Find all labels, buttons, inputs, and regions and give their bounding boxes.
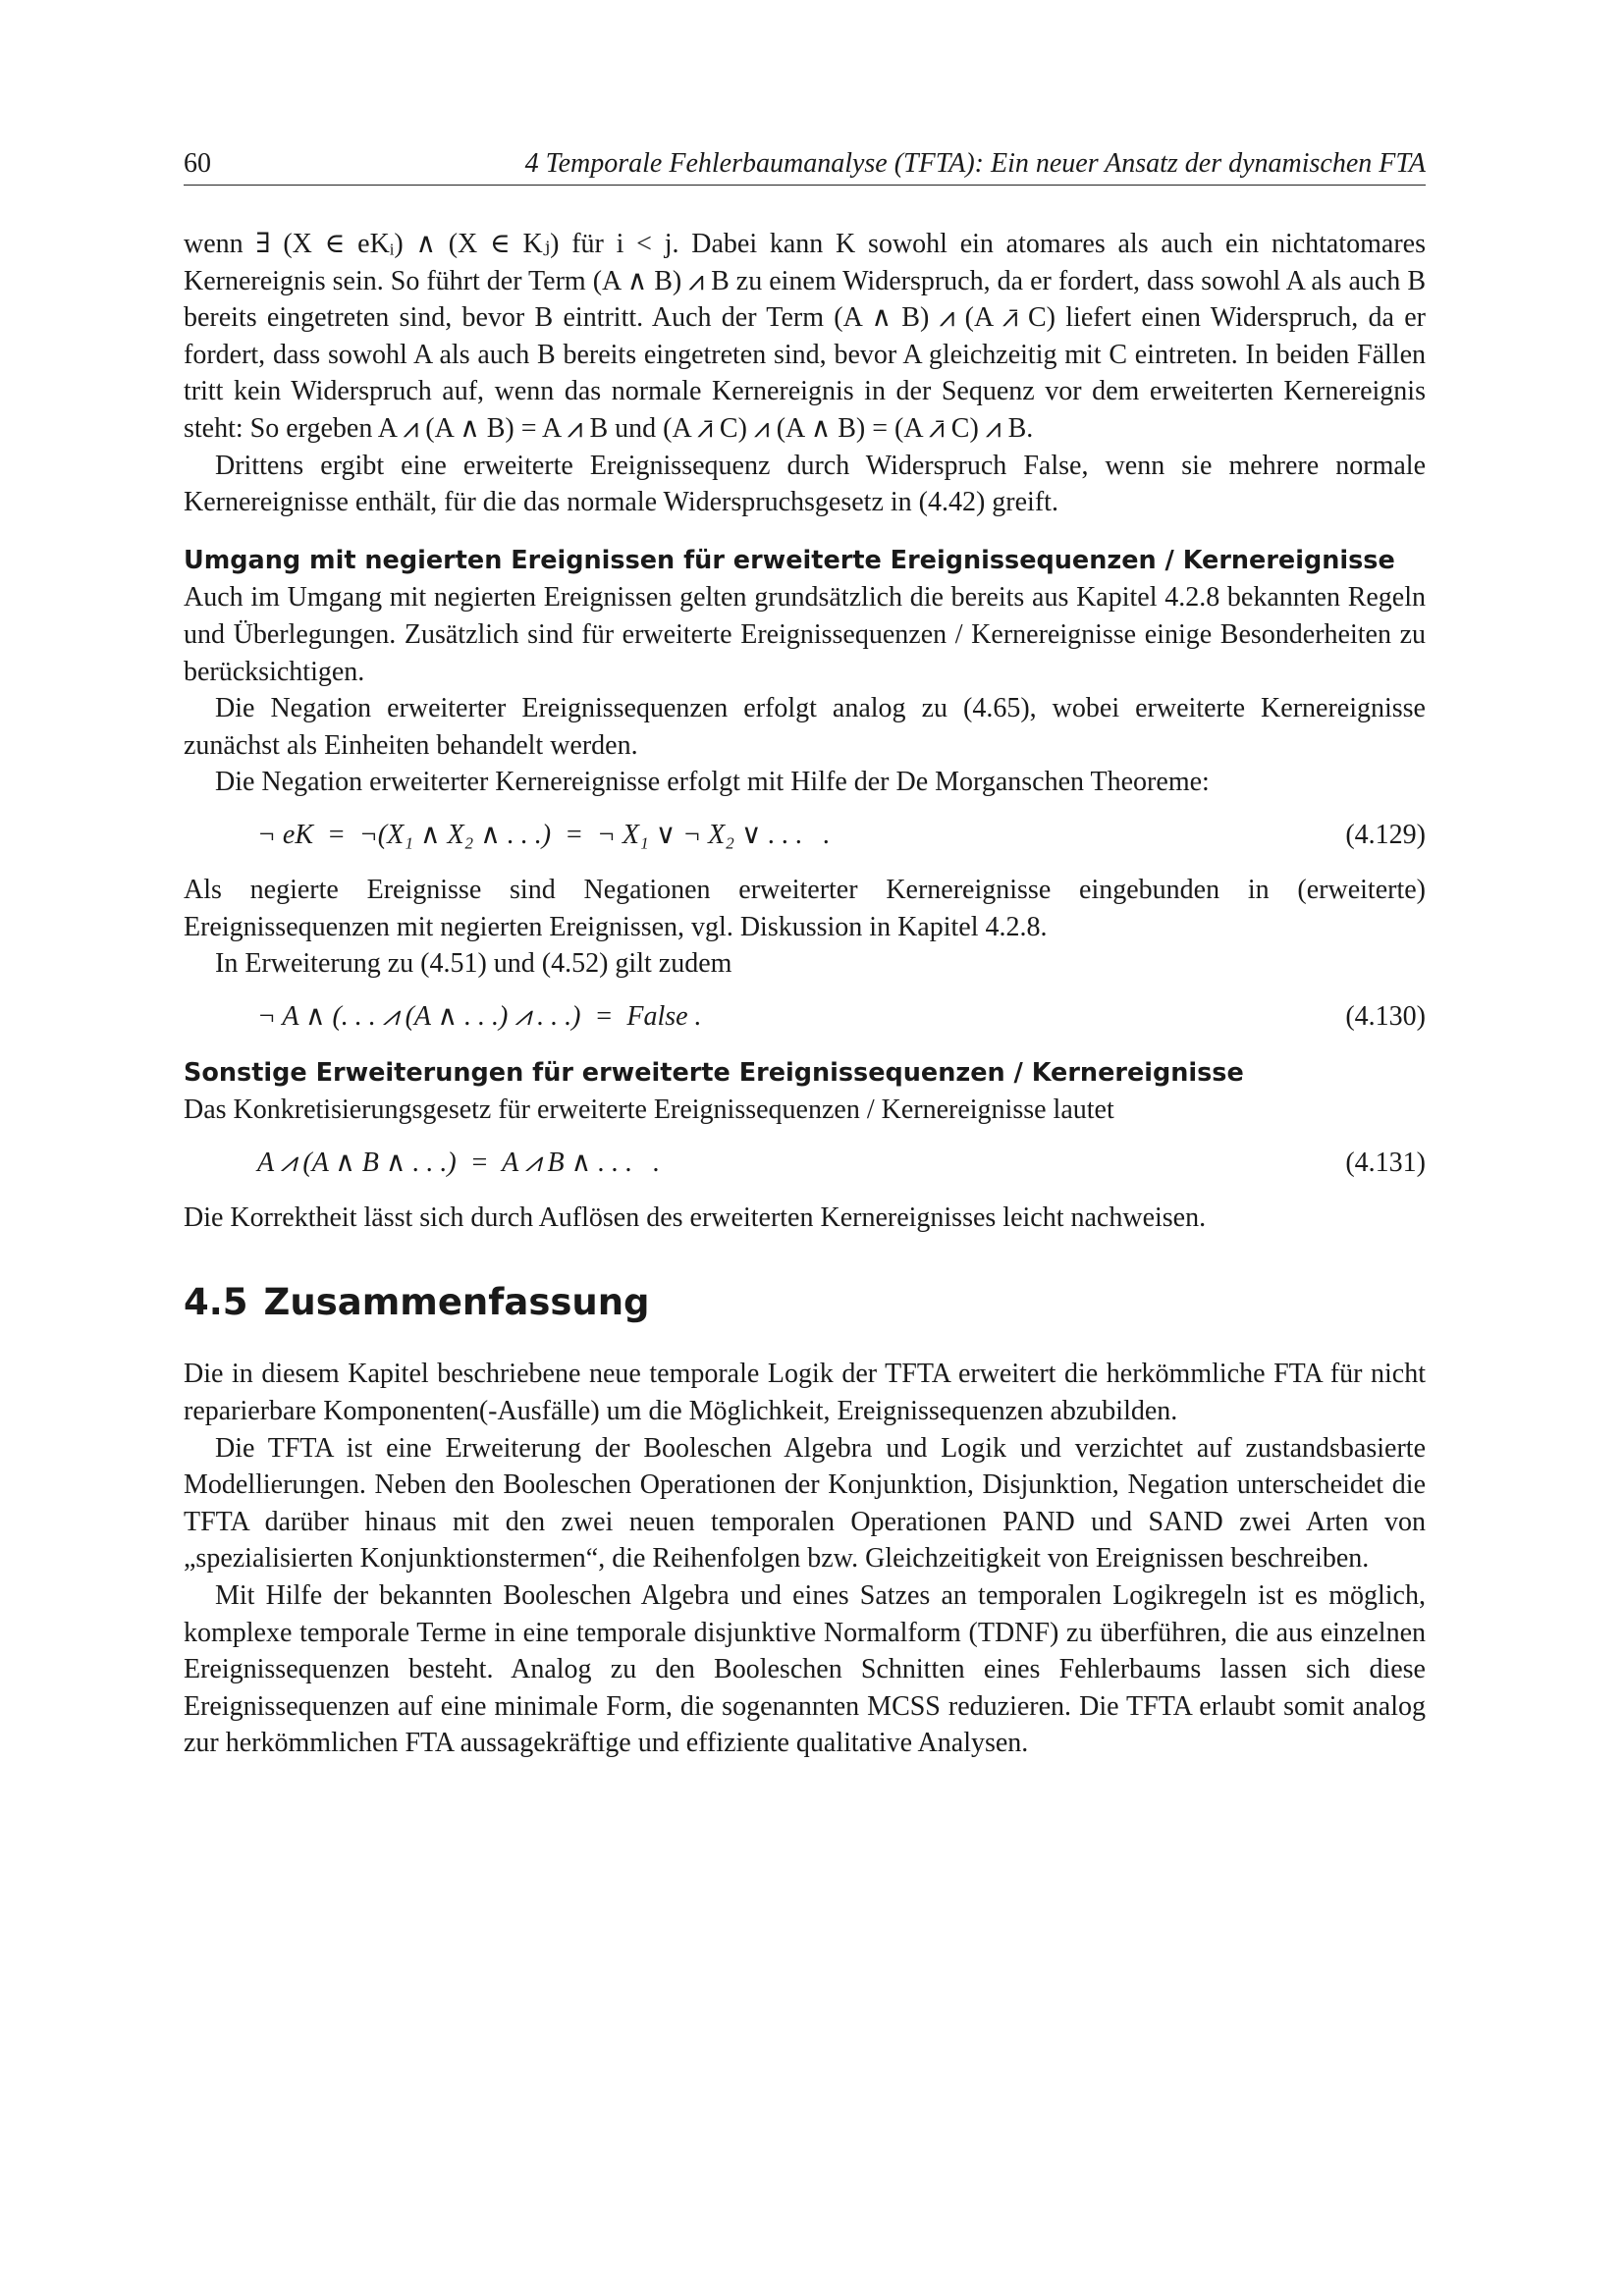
equation — [184, 998, 1426, 1038]
equation-number: (4.130) — [1345, 1000, 1426, 1032]
equation-expression: ¬ eK = ¬(X₁ ∧ X₂ ∧ . . .) = ¬ X₁ ∨ ¬ X₂ ∨ . . . . — [257, 819, 831, 850]
paragraph: Die Korrektheit lässt sich durch Auflösen des erweiterten Kernereignisses leicht nachweisen. — [184, 1201, 1207, 1233]
running-title: 4 Temporale Fehlerbaumanalyse (TFTA): Ein neuer Ansatz der dynamischen FTA — [524, 148, 1426, 179]
running-header — [184, 145, 1426, 186]
subsection-heading: Umgang mit negierten Ereignissen für erweiterte Ereignissequenzen / Kernereignisse — [184, 545, 1395, 575]
paragraph: Die Negation erweiterter Ereignissequenzen erfolgt analog zu (4.65), wobei erweiterte Kernereignisse zunächst als Einheiten behandelt werden. — [184, 693, 1426, 761]
paragraph: Als negierte Ereignisse sind Negationen erweiterter Kernereignisse eingebunden in (erweiterte) Ereignissequenzen mit negierten Ereignissen, vgl. Diskussion in Kapitel 4.2.8. — [184, 874, 1426, 942]
paragraph: Die TFTA ist eine Erweiterung der Booleschen Algebra und Logik und verzichtet auf zustandsbasierte Modellierungen. Neben den Booleschen Operationen der Konjunktion, Disjunktion, Negation unterscheidet die TFTA darüber hinaus mit den zwei neuen temporalen Operationen PAND und SAND zwei Arten von „spezialisierten Konjunktionstermen“, die Reihenfolgen bzw. Gleichzeitigkeit von Ereignissen beschreiben. — [184, 1432, 1426, 1575]
page-number: 60 — [184, 148, 211, 179]
subsection-heading: Sonstige Erweiterungen für erweiterte Ereignissequenzen / Kernereignisse — [184, 1057, 1244, 1088]
equation — [184, 1145, 1426, 1184]
paragraph: wenn ∃ (X ∈ eKᵢ) ∧ (X ∈ Kⱼ) für i < j. Dabei kann K sowohl ein atomares als auch ein nichtatomares Kernereignis sein. So führt der Term (A ∧ B) ⩘ B zu einem Widerspruch, da er fordert, dass sowohl A als auch B bereits eingetreten sind, bevor B eintritt. Auch der Term (A ∧ B) ⩘ (A ⩘̄ C) liefert einen Widerspruch, da er fordert, dass sowohl A als auch B bereits eingetreten sind, bevor A gleichzeitig mit C eintreten. In beiden Fällen tritt kein Widerspruch auf, wenn das normale Kernereignis in der Sequenz vor dem erweiterten Kernereignis steht: So ergeben A ⩘ (A ∧ B) = A ⩘ B und (A ⩘̄ C) ⩘ (A ∧ B) = (A ⩘̄ C) ⩘ B. — [184, 229, 1426, 444]
paragraph: Die Negation erweiterter Kernereignisse erfolgt mit Hilfe der De Morganschen Theoreme: — [215, 767, 1210, 798]
equation — [184, 817, 1426, 856]
equation-expression: A ⩘ (A ∧ B ∧ . . .) = A ⩘ B ∧ . . . . — [257, 1147, 661, 1178]
section-heading — [184, 1279, 1426, 1326]
paragraph: Drittens ergibt eine erweiterte Ereignissequenz durch Widerspruch False, wenn sie mehrere normale Kernereignisse enthält, für die das normale Widerspruchsgesetz in (4.42) greift. — [184, 450, 1426, 518]
equation-number: (4.131) — [1345, 1147, 1426, 1178]
section-title: Zusammenfassung — [263, 1281, 650, 1324]
paragraph: In Erweiterung zu (4.51) und (4.52) gilt zudem — [215, 948, 732, 980]
equation-number: (4.129) — [1345, 819, 1426, 850]
paragraph: Auch im Umgang mit negierten Ereignissen gelten grundsätzlich die bereits aus Kapitel 4.2.8 bekannten Regeln und Überlegungen. Zusätzlich sind für erweiterte Ereignissequenzen / Kernereignisse einige Besonderheiten zu berücksichtigen. — [184, 582, 1426, 687]
document-page — [184, 145, 1426, 1762]
equation-expression: ¬ A ∧ (. . . ⩘ (A ∧ . . .) ⩘ . . .) = False . — [257, 1000, 702, 1032]
paragraph: Mit Hilfe der bekannten Booleschen Algebra und eines Satzes an temporalen Logikregeln ist es möglich, komplexe temporale Terme in eine temporale disjunktive Normalform (TDNF) zu überführen, die aus einzelnen Ereignissequenzen besteht. Analog zu den Booleschen Schnitten eines Fehlerbaums lassen sich diese Ereignissequenzen auf eine minimale Form, die sogenannten MCSS reduzieren. Die TFTA erlaubt somit analog zur herkömmlichen FTA aussagekräftige und effiziente qualitative Analysen. — [184, 1580, 1426, 1759]
paragraph: Die in diesem Kapitel beschriebene neue temporale Logik der TFTA erweitert die herkömmliche FTA für nicht reparierbare Komponenten(-Ausfälle) um die Möglichkeit, Ereignissequenzen abzubilden. — [184, 1359, 1426, 1427]
paragraph: Das Konkretisierungsgesetz für erweiterte Ereignissequenzen / Kernereignisse lautet — [184, 1095, 1114, 1126]
section-number: 4.5 — [184, 1281, 248, 1324]
